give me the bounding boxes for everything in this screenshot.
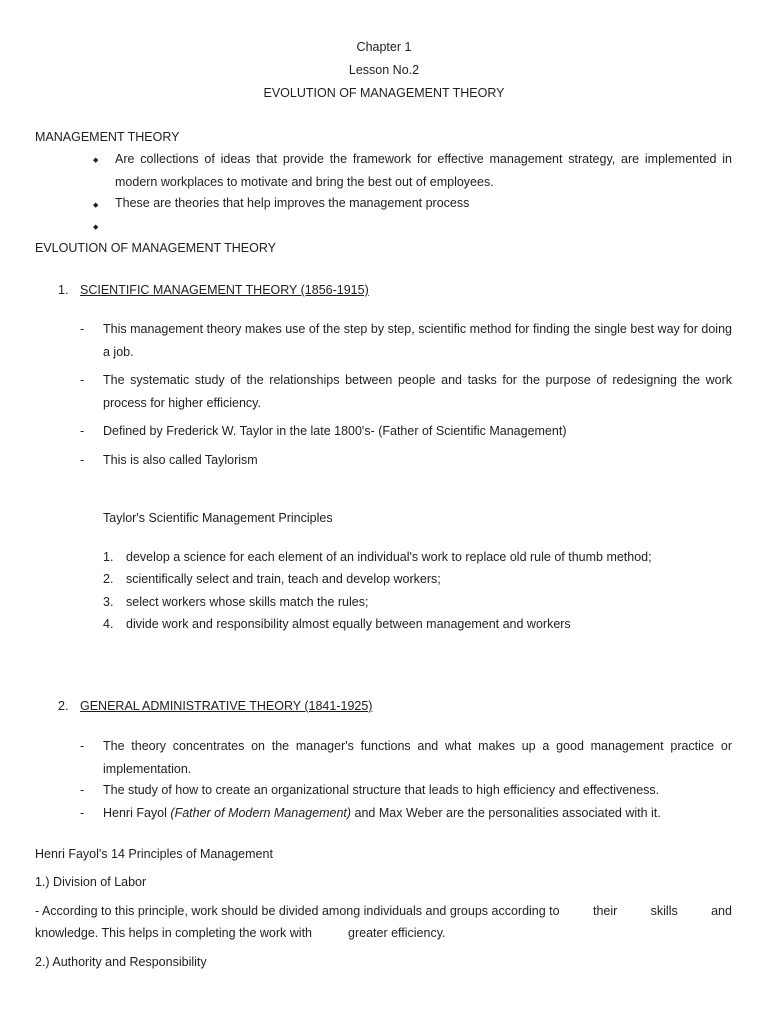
principle-number: 4.: [103, 617, 114, 631]
name-henri-fayol: Henri Fayol: [103, 806, 167, 820]
section-number: 2.: [58, 699, 69, 713]
scientific-point-4: This is also called Taylorism: [103, 453, 258, 467]
page-title: EVOLUTION OF MANAGEMENT THEORY: [263, 86, 505, 100]
dash-marker: -: [80, 424, 85, 438]
principle-text: scientifically select and train, teach and develop workers;: [126, 572, 441, 586]
fayol-item-1: 1.) Division of Labor: [35, 875, 147, 889]
desc-fragment: - According to this principle, work should be divided among individuals and groups according to: [35, 904, 560, 918]
principle-number: 2.: [103, 572, 114, 586]
section-title-administrative: GENERAL ADMINISTRATIVE THEORY (1841-1925): [80, 699, 373, 713]
principle-text: develop a science for each element of an individual's work to replace old rule of thumb method;: [126, 550, 652, 564]
dash-marker: -: [80, 322, 85, 336]
dash-marker: -: [80, 373, 85, 387]
bullet-icon: ◆: [93, 157, 99, 164]
conjunction: and: [354, 806, 376, 820]
management-theory-bullet-1: Are collections of ideas that provide the framework for effective management strategy, are implemented in modern workplaces to motivate and bring the best out of employees.: [115, 152, 732, 189]
administrative-point-2: The study of how to create an organizational structure that leads to high efficiency and effectiveness.: [103, 783, 660, 797]
desc-fragment: knowledge. This helps in completing the work with: [35, 926, 312, 940]
administrative-point-3: [103, 806, 661, 820]
section-title-scientific: SCIENTIFIC MANAGEMENT THEORY (1856-1915): [80, 283, 369, 297]
fayol-principles-heading: Henri Fayol's 14 Principles of Management: [35, 847, 273, 861]
fayol-item-1-desc-line-2: [35, 926, 446, 940]
dash-marker: -: [80, 783, 85, 797]
dash-marker: -: [80, 739, 85, 753]
desc-fragment: greater efficiency.: [348, 926, 446, 940]
principle-number: 1.: [103, 550, 114, 564]
principle-text: select workers whose skills match the rules;: [126, 595, 369, 609]
management-theory-heading: MANAGEMENT THEORY: [35, 130, 180, 144]
scientific-point-1: This management theory makes use of the step by step, scientific method for finding the single best way for doing a job.: [103, 322, 732, 359]
lesson-label: Lesson No.2: [348, 63, 420, 77]
administrative-point-1: The theory concentrates on the manager's functions and what makes up a good management practice or implementation.: [103, 739, 732, 776]
scientific-point-3: Defined by Frederick W. Taylor in the late 1800's- (Father of Scientific Management): [103, 424, 567, 438]
fayol-item-2: 2.) Authority and Responsibility: [35, 955, 207, 969]
dash-marker: -: [80, 453, 85, 467]
fayol-item-1-desc-line-1: [35, 904, 732, 918]
personalities-rest: are the personalities associated with it.: [446, 806, 661, 820]
bullet-icon: ◆: [93, 224, 99, 231]
management-theory-bullet-2: These are theories that help improves the management process: [115, 196, 470, 210]
henri-fayol-note: (Father of Modern Management): [170, 806, 352, 820]
principle-number: 3.: [103, 595, 114, 609]
scientific-point-2: The systematic study of the relationships between people and tasks for the purpose of redesigning the work process for higher efficiency.: [103, 373, 732, 410]
bullet-icon: ◆: [93, 202, 99, 209]
name-max-weber: Max Weber: [378, 806, 443, 820]
section-number: 1.: [58, 283, 69, 297]
desc-fragment: and: [711, 904, 732, 918]
desc-fragment: skills: [650, 904, 678, 918]
evolution-heading: EVLOUTION OF MANAGEMENT THEORY: [35, 241, 277, 255]
desc-fragment: their: [592, 904, 618, 918]
taylor-principles-heading: Taylor's Scientific Management Principles: [103, 511, 333, 525]
chapter-label: Chapter 1: [356, 40, 412, 54]
dash-marker: -: [80, 806, 85, 820]
principle-text: divide work and responsibility almost equally between management and workers: [126, 617, 571, 631]
